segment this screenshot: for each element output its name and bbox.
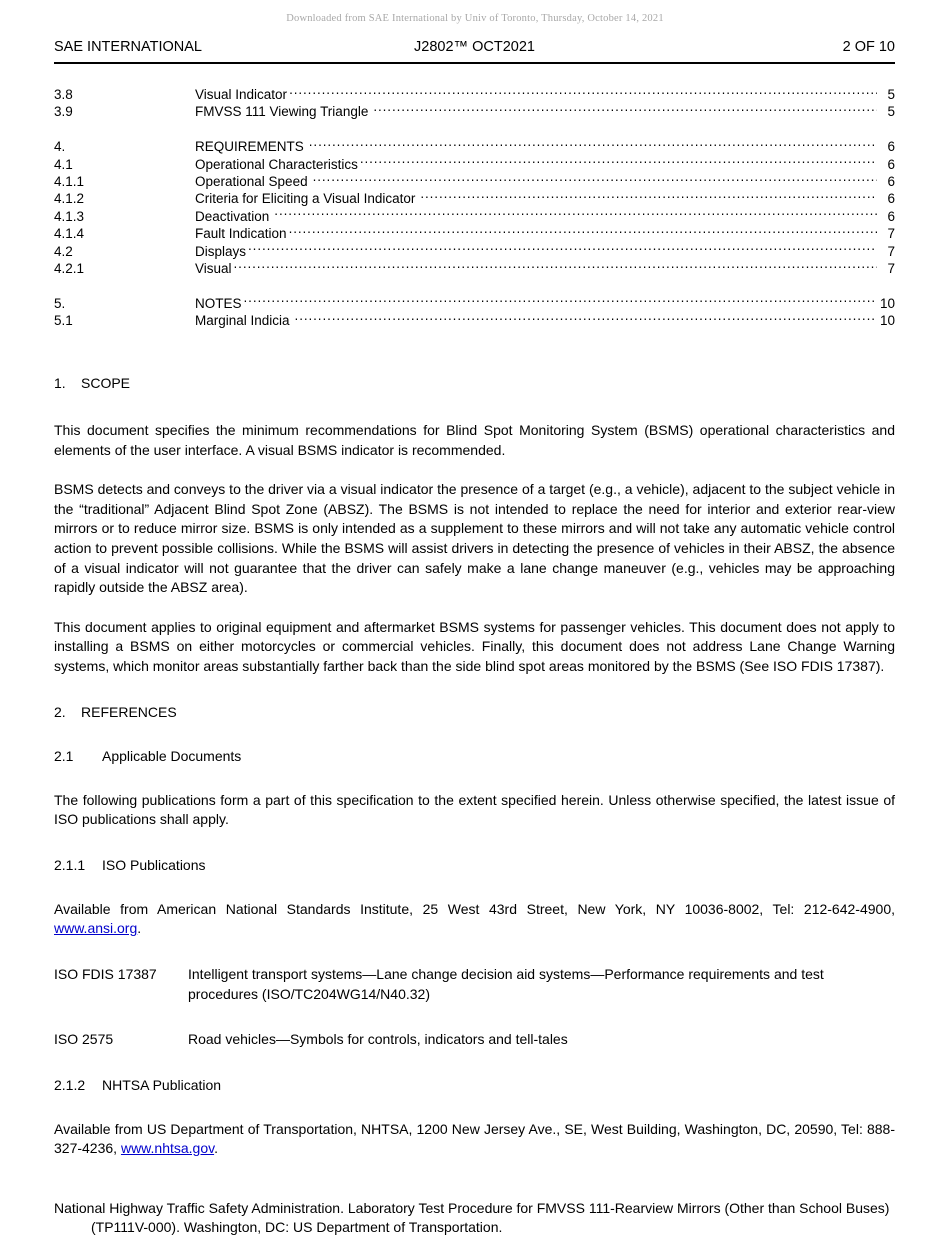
header-organization: SAE INTERNATIONAL	[54, 39, 202, 55]
heading-references	[54, 703, 895, 721]
toc-entry-number: 4.2	[54, 243, 73, 259]
reference-item-text: Intelligent transport systems—Lane change decision aid systems—Performance requirements and test procedures (ISO/TC204WG14/N40.32)	[188, 965, 824, 1002]
nhtsa-availability-text-before: Available from US Department of Transportation, NHTSA, 1200 New Jersey Ave., SE, West Building, Washington, DC, 20590, Tel: 888-327-4236,	[54, 1120, 895, 1157]
toc-entry[interactable]	[54, 86, 895, 103]
scope-paragraph-2: BSMS detects and conveys to the driver via a visual indicator the presence of a target (e.g., a vehicle), adjacent to the subject vehicle in the “traditional” Adjacent Blind Spot Zone (ABSZ). The BSMS is not intended to replace the need for interior and exterior rear-view mirrors or to reduce mirror size. BSMS is only intended as a supplement to these mirrors and will not take any automatic vehicle control action to prevent possible collisions. While the BSMS will assist drivers in detecting the presence of vehicles in their ABSZ, the absence of a visual indicator will not guarantee that the driver can safely make a lane change maneuver (e.g., vehicles may be approaching rapidly outside the ABSZ area).	[54, 481, 895, 596]
header-document-id: J2802™ OCT2021	[414, 39, 535, 55]
toc-entry-title: Fault Indication	[195, 226, 287, 242]
header-page-number: 2 OF 10	[842, 39, 895, 55]
reference-item	[54, 1030, 895, 1050]
iso-availability-text-after: .	[137, 920, 142, 937]
toc-entry[interactable]	[54, 225, 895, 242]
heading-scope-number: 1.	[54, 375, 66, 391]
toc-entry-number: 4.2.1	[54, 261, 85, 277]
applicable-documents-paragraph: The following publications form a part of this specification to the extent specified herein. Unless otherwise specified, the latest issue of ISO publications shall apply.	[54, 791, 895, 828]
toc-entry[interactable]	[54, 190, 895, 207]
toc-entry-page: 5	[887, 87, 895, 102]
toc-entry[interactable]	[54, 173, 895, 190]
toc-entry-title: NOTES	[195, 295, 242, 311]
toc-entry-page: 7	[887, 243, 895, 259]
toc-leader-dots	[244, 295, 877, 308]
toc-entry-page: 6	[887, 174, 895, 190]
toc-entry-number: 4.1.1	[54, 174, 85, 190]
heading-references-title: REFERENCES	[81, 703, 177, 720]
scope-paragraph-3: This document applies to original equipment and aftermarket BSMS systems for passenger vehicles. This document does not apply to installing a BSMS on either motorcycles or commercial vehicles. Finally, this document does not address Lane Change Warning systems, which monitor areas substantially farther back than the side blind spot areas monitored by the BSMS (See ISO FDIS 17387).	[54, 618, 895, 674]
heading-iso-publications	[54, 856, 895, 874]
heading-references-number: 2.	[54, 703, 66, 720]
toc-entry-title: REQUIREMENTS	[195, 139, 304, 155]
nhtsa-availability-text-after: .	[214, 1140, 218, 1157]
toc-entry-page: 5	[887, 104, 895, 120]
table-of-contents	[54, 86, 895, 330]
nhtsa-website-link[interactable]: www.nhtsa.gov	[120, 1140, 215, 1157]
toc-leader-dots	[248, 243, 877, 256]
toc-entry-title: Visual	[195, 261, 232, 277]
toc-entry-title: FMVSS 111 Viewing Triangle	[195, 104, 369, 120]
toc-leader-dots	[309, 138, 877, 151]
toc-entry[interactable]	[54, 208, 895, 225]
toc-entry-page: 10	[879, 313, 895, 329]
toc-leader-dots	[289, 86, 877, 99]
ansi-website-link[interactable]: www.ansi.org	[54, 920, 138, 937]
heading-scope	[54, 374, 895, 392]
download-watermark: Downloaded from SAE International by Univ of Toronto, Thursday, October 14, 2021	[286, 13, 664, 24]
toc-entry-page: 6	[887, 156, 895, 172]
toc-entry[interactable]	[54, 103, 895, 120]
toc-leader-dots	[234, 260, 877, 273]
toc-entry-number: 4.1.4	[54, 226, 85, 242]
toc-entry-number: 4.1	[54, 156, 73, 172]
document-body	[54, 374, 895, 1252]
toc-entry-page: 10	[879, 295, 895, 311]
reference-item-label: ISO FDIS 17387	[54, 965, 157, 982]
toc-leader-dots	[295, 312, 877, 325]
toc-entry[interactable]	[54, 312, 895, 329]
heading-applicable-documents-title: Applicable Documents	[102, 747, 242, 764]
toc-entry-page: 6	[887, 191, 895, 207]
toc-entry-number: 4.1.3	[54, 208, 85, 224]
toc-entry[interactable]	[54, 295, 895, 312]
iso-availability-paragraph	[54, 900, 895, 939]
toc-entry-number: 3.8	[54, 87, 73, 102]
nhtsa-availability-paragraph	[54, 1120, 895, 1159]
toc-entry-page: 7	[887, 261, 895, 277]
toc-leader-dots	[420, 190, 877, 203]
toc-leader-dots	[373, 103, 877, 116]
toc-entry-title: Operational Speed	[195, 174, 308, 190]
iso-availability-text-before: Available from American National Standards Institute, 25 West 43rd Street, New York, NY 10036-8002, Tel: 212-642-4900,	[54, 900, 895, 917]
toc-leader-dots	[313, 173, 877, 186]
toc-entry[interactable]	[54, 260, 895, 277]
heading-applicable-documents-number: 2.1	[54, 747, 74, 764]
heading-nhtsa-publication	[54, 1076, 895, 1094]
toc-entry-title: Visual Indicator	[195, 87, 288, 102]
toc-entry-page: 6	[887, 139, 895, 155]
heading-nhtsa-publication-number: 2.1.2	[54, 1076, 86, 1093]
heading-iso-publications-number: 2.1.1	[54, 856, 86, 873]
toc-entry-title: Deactivation	[195, 208, 270, 224]
toc-entry-page: 7	[887, 226, 895, 242]
toc-entry[interactable]	[54, 156, 895, 173]
toc-entry-title: Marginal Indicia	[195, 313, 290, 329]
toc-entry[interactable]	[54, 243, 895, 260]
toc-entry-page: 6	[887, 208, 895, 224]
heading-iso-publications-title: ISO Publications	[102, 856, 206, 873]
nhtsa-citation: National Highway Traffic Safety Administration. Laboratory Test Procedure for FMVSS 111-Rearview Mirrors (Other than School Buses) (TP111V-000). Washington, DC: US Department of Transportation.	[54, 1199, 890, 1236]
toc-entry-number: 5.1	[54, 313, 73, 329]
toc-entry-title: Displays	[195, 243, 247, 259]
toc-group-spacer	[54, 277, 895, 294]
heading-nhtsa-publication-title: NHTSA Publication	[102, 1076, 222, 1093]
toc-group-spacer	[54, 121, 895, 138]
toc-leader-dots	[360, 156, 877, 169]
toc-entry-number: 3.9	[54, 104, 73, 120]
scope-paragraph-1: This document specifies the minimum recommendations for Blind Spot Monitoring System (BSMS) operational characteristics and elements of the user interface. A visual BSMS indicator is recommended.	[54, 422, 895, 458]
toc-entry-number: 4.	[54, 139, 66, 155]
reference-item	[54, 965, 895, 1004]
toc-entry[interactable]	[54, 138, 895, 155]
toc-entry-number: 5.	[54, 295, 66, 311]
page-header	[54, 38, 895, 60]
reference-item-label: ISO 2575	[54, 1031, 114, 1048]
toc-entry-title: Operational Characteristics	[195, 156, 358, 172]
toc-entry-title: Criteria for Eliciting a Visual Indicator	[195, 191, 416, 207]
heading-applicable-documents	[54, 747, 895, 765]
heading-scope-title: SCOPE	[81, 375, 131, 391]
toc-leader-dots	[274, 208, 877, 221]
header-divider	[54, 62, 895, 64]
toc-leader-dots	[289, 225, 877, 238]
toc-entry-number: 4.1.2	[54, 191, 85, 207]
reference-item-text: Road vehicles—Symbols for controls, indicators and tell-tales	[188, 1031, 568, 1048]
